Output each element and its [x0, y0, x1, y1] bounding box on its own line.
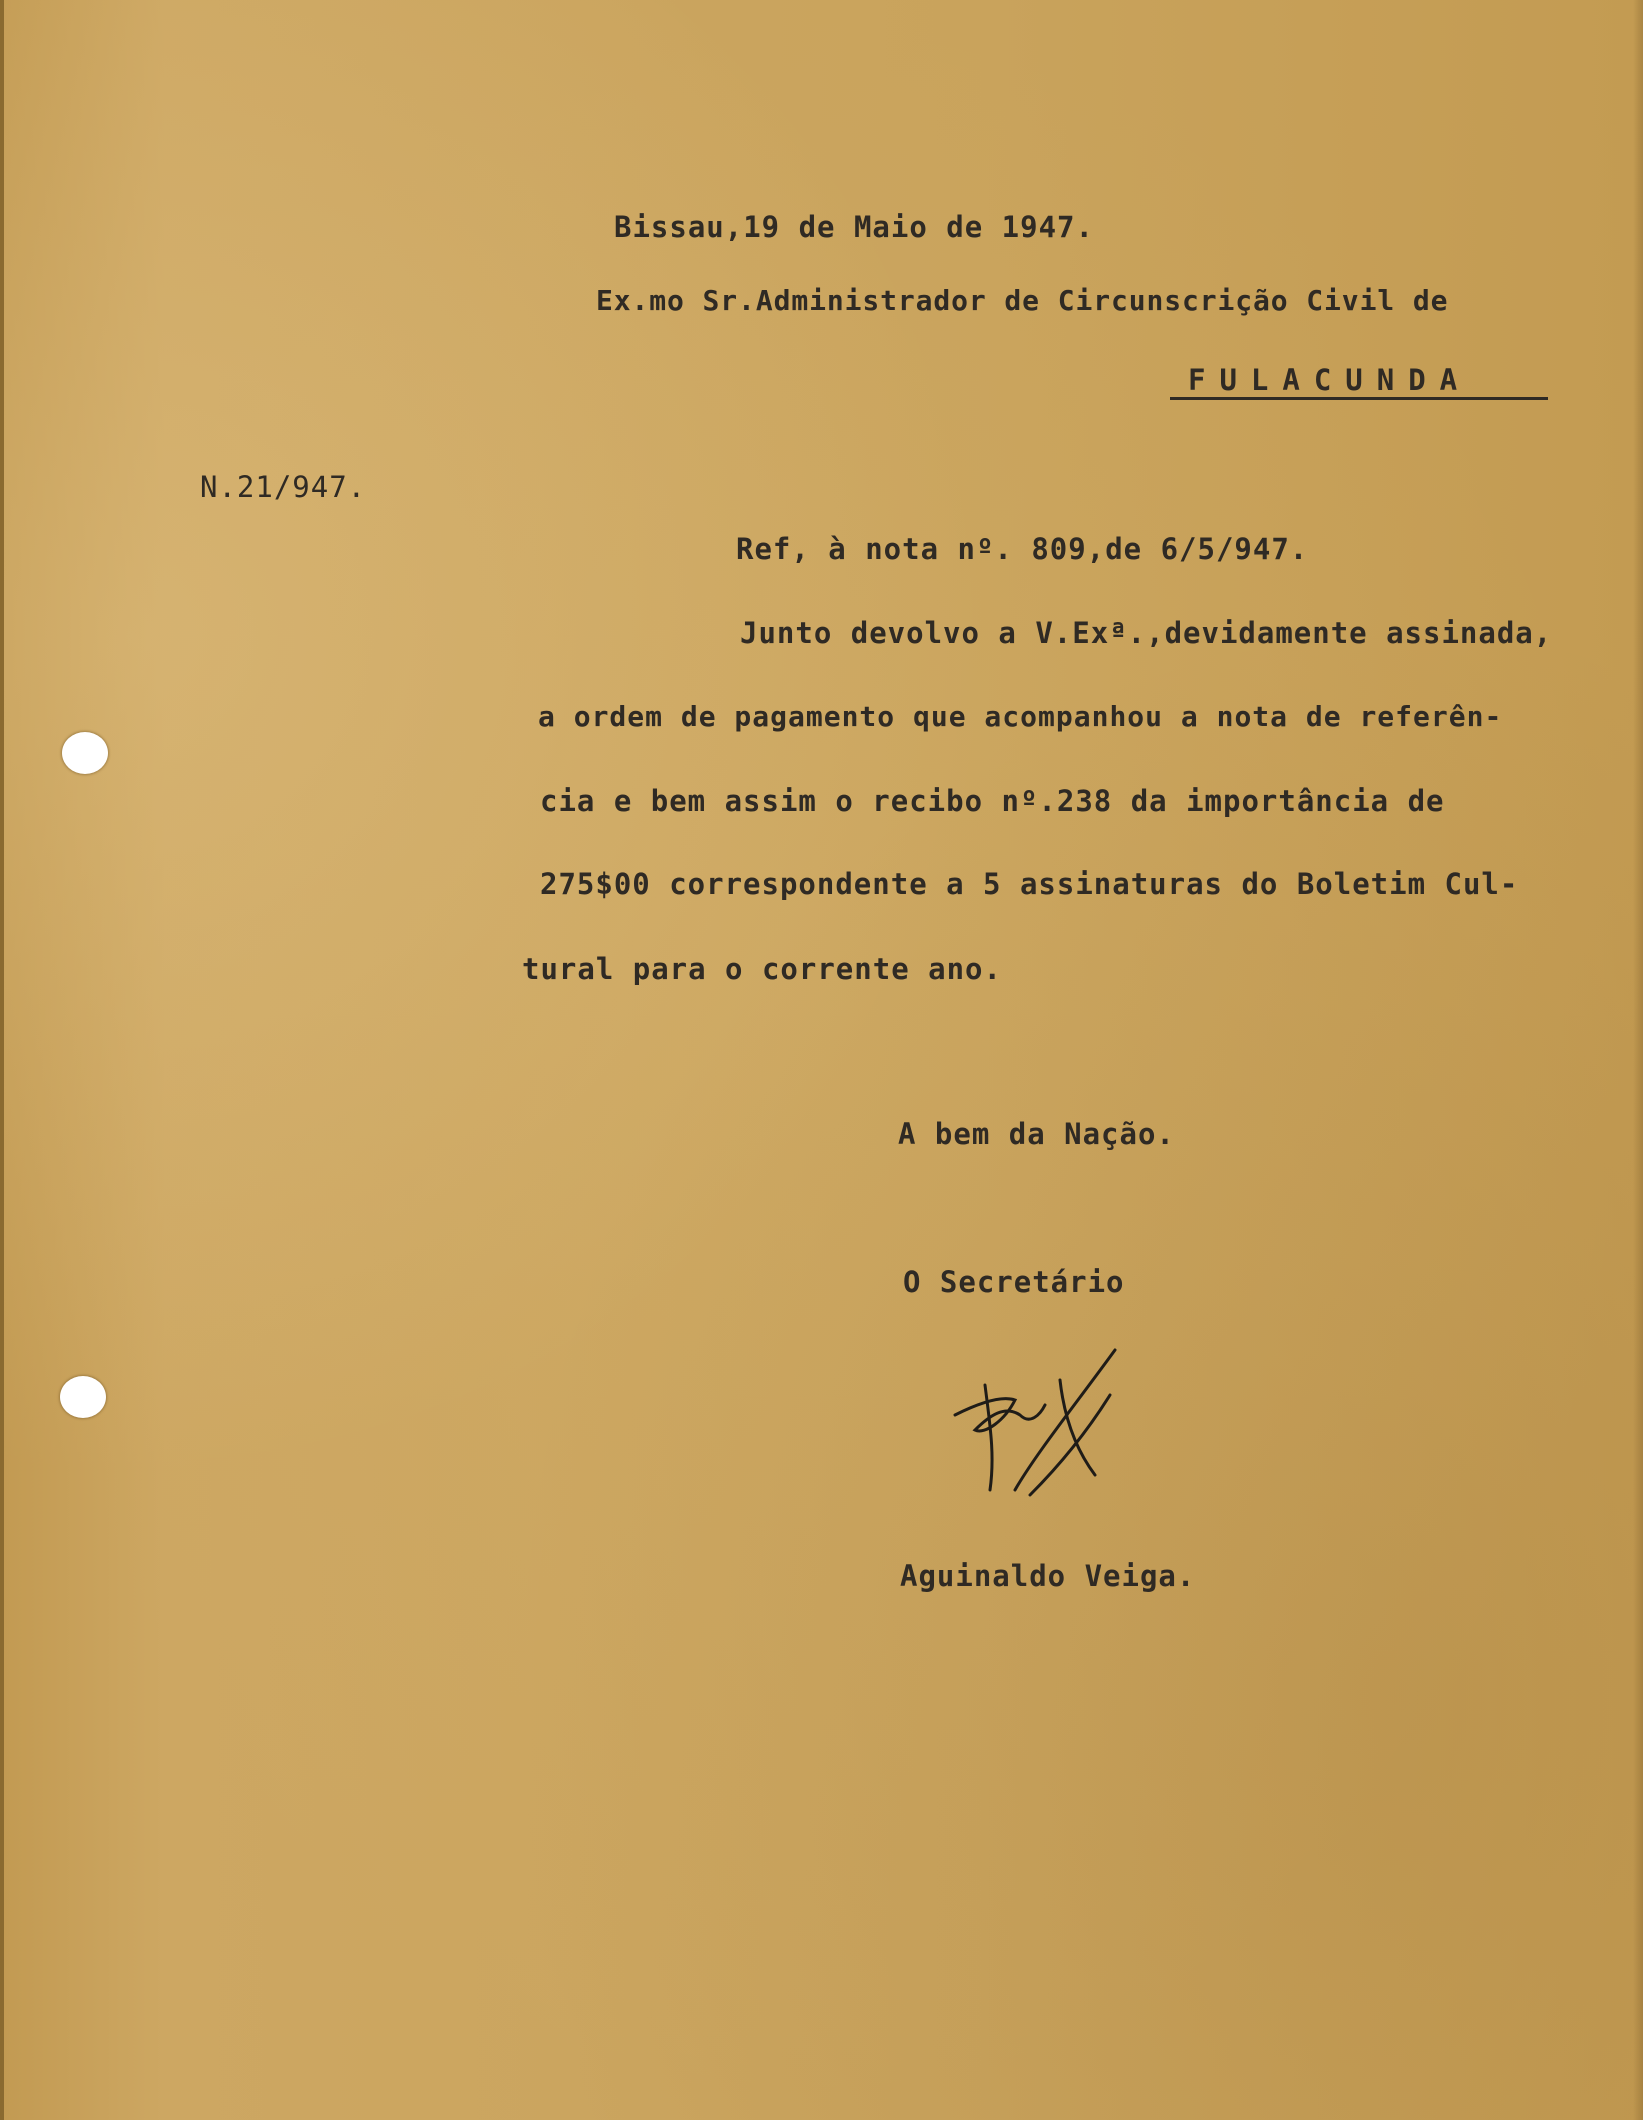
date-line: Bissau,19 de Maio de 1947.	[614, 210, 1094, 244]
subject-reference: Ref, à nota nº. 809,de 6/5/947.	[736, 532, 1309, 566]
paper-left-edge	[0, 0, 4, 2120]
addressee-place: FULACUNDA	[1188, 363, 1472, 397]
body-line-5: tural para o corrente ano.	[522, 952, 1002, 986]
addressee-place-underline	[1170, 397, 1548, 400]
punch-hole-top	[62, 732, 108, 774]
handwritten-signature	[945, 1345, 1125, 1505]
body-line-1: Junto devolvo a V.Exª.,devidamente assinada,	[740, 616, 1553, 650]
signatory-name: Aguinaldo Veiga.	[900, 1559, 1196, 1593]
body-line-2: a ordem de pagamento que acompanhou a nota de referên-	[538, 700, 1503, 733]
body-line-3: cia e bem assim o recibo nº.238 da importância de	[540, 784, 1445, 818]
signatory-title: O Secretário	[903, 1265, 1125, 1299]
addressee-line: Ex.mo Sr.Administrador de Circunscrição Civil de	[596, 284, 1449, 317]
paper-right-edge	[1633, 0, 1643, 2120]
closing-salutation: A bem da Nação.	[898, 1117, 1175, 1151]
reference-number: N.21/947.	[200, 470, 367, 504]
punch-hole-bottom	[60, 1376, 106, 1418]
body-line-4: 275$00 correspondente a 5 assinaturas do Boletim Cul-	[540, 867, 1519, 901]
